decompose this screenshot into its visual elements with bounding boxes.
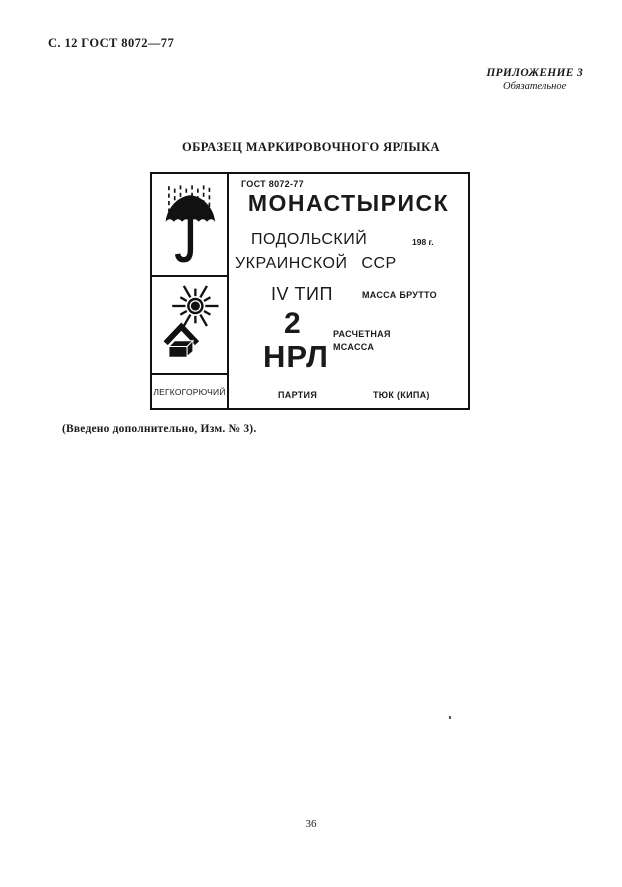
label-gross-mass: МАССА БРУТТО	[362, 290, 437, 300]
label-handling-column	[152, 174, 229, 408]
label-batch: ПАРТИЯ	[278, 390, 318, 400]
flammable-label: ЛЕГКОГОРЮЧИЙ	[153, 386, 226, 397]
sun-roof-package-keep-away-from-heat-icon	[159, 281, 221, 369]
footnote: (Введено дополнительно, Изм. № 3).	[62, 423, 257, 435]
page-number: 36	[305, 818, 317, 830]
label-calculated-mass-line1: РАСЧЕТНАЯ	[333, 329, 391, 339]
keep-away-from-heat-cell	[152, 277, 227, 375]
label-type: IV ТИП	[271, 284, 333, 304]
label-calculated-mass-line2: МСАССА	[333, 341, 375, 352]
label-number: 2	[284, 307, 301, 340]
marking-label-sample	[150, 172, 470, 410]
appendix-heading	[486, 67, 583, 93]
label-origin-line2: УКРАИНСКОЙ ССР	[235, 255, 397, 272]
label-origin-line1: ПОДОЛЬСКИЙ	[251, 231, 368, 248]
label-text-column	[229, 174, 468, 408]
label-calculated-mass	[333, 328, 391, 353]
label-gost-number: ГОСТ 8072-77	[241, 179, 304, 189]
flammable-cell	[152, 375, 227, 408]
umbrella-rain-keep-dry-icon	[159, 178, 221, 272]
section-title: ОБРАЗЕЦ МАРКИРОВОЧНОГО ЯРЛЫКА	[182, 140, 440, 154]
label-grade: НРЛ	[263, 339, 329, 374]
appendix-title: ПРИЛОЖЕНИЕ 3	[486, 67, 583, 79]
label-year: 198 г.	[412, 237, 434, 247]
label-bale: ТЮК (КИПА)	[373, 390, 430, 400]
label-station-name: МОНАСТЫРИСК	[247, 190, 450, 216]
appendix-subtitle: Обязательное	[503, 81, 567, 92]
keep-dry-cell	[152, 174, 227, 277]
scan-artifact-speck	[449, 716, 451, 719]
page-header-left: С. 12 ГОСТ 8072—77	[48, 36, 175, 50]
